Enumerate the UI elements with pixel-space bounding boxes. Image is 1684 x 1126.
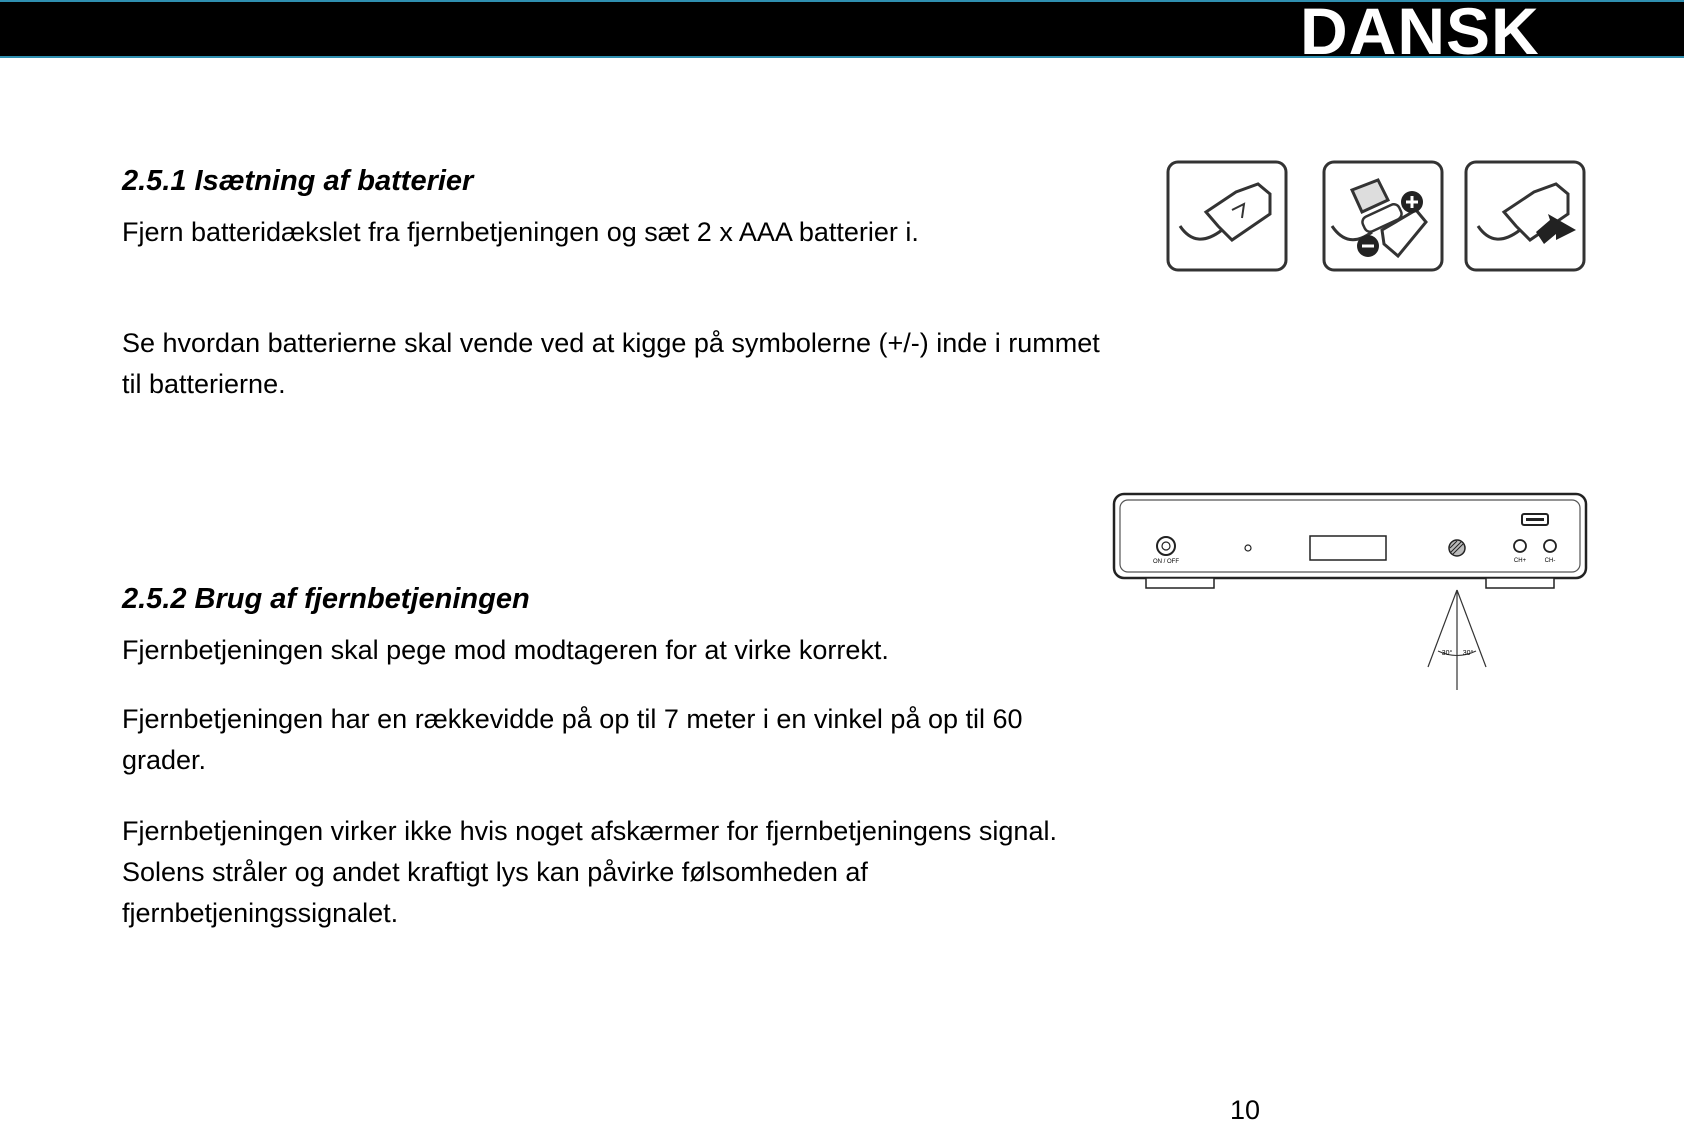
battery-step-1-illustration [1166, 160, 1288, 272]
power-button-label: ON / OFF [1153, 559, 1179, 565]
remote-range-text-line-2: grader. [122, 745, 207, 775]
channel-up-button-icon [1514, 540, 1526, 552]
battery-polarity-text-line-1: Se hvordan batterierne skal vende ved at kigge på symbolerne (+/-) inde i rummet [122, 328, 1100, 358]
channel-down-label: CH- [1544, 558, 1556, 564]
battery-step-3-illustration [1464, 160, 1586, 272]
front-display-window [1310, 536, 1386, 560]
channel-down-button-icon [1544, 540, 1556, 552]
page-number: 10 [1230, 1095, 1261, 1125]
standby-led-icon [1245, 545, 1251, 551]
remote-obstruction-text-line-3: fjernbetjeningssignalet. [122, 898, 399, 928]
section-heading-2-5-1: 2.5.1 Isætning af batterier [122, 165, 474, 197]
battery-step-2-illustration [1322, 160, 1444, 272]
remote-obstruction-text-line-1: Fjernbetjeningen virker ikke hvis noget afskærmer for fjernbetjeningens signal. [122, 816, 1057, 846]
power-button-icon [1157, 537, 1175, 555]
remote-range-text-line-1: Fjernbetjeningen har en rækkevidde på op til 7 meter i en vinkel på op til 60 [122, 704, 1023, 734]
remote-aim-text: Fjernbetjeningen skal pege mod modtageren for at virke korrekt. [122, 635, 889, 665]
reception-angle-diagram [1428, 590, 1486, 690]
channel-up-label: CH+ [1513, 558, 1527, 564]
header-banner [0, 0, 1684, 68]
angle-right-label: 30° [1462, 650, 1474, 657]
ir-receiver-icon [1449, 540, 1465, 556]
receiver-front-panel-illustration [1110, 490, 1590, 700]
battery-polarity-text-line-2: til batterierne. [122, 369, 286, 399]
section-heading-2-5-2: 2.5.2 Brug af fjernbetjeningen [122, 583, 530, 615]
remote-obstruction-text-line-2: Solens stråler og andet kraftigt lys kan påvirke følsomheden af [122, 857, 868, 887]
battery-instruction-text: Fjern batteridækslet fra fjernbetjeningen og sæt 2 x AAA batterier i. [122, 217, 919, 247]
language-label: DANSK [1300, 0, 1540, 68]
angle-left-label: 30° [1441, 650, 1453, 657]
